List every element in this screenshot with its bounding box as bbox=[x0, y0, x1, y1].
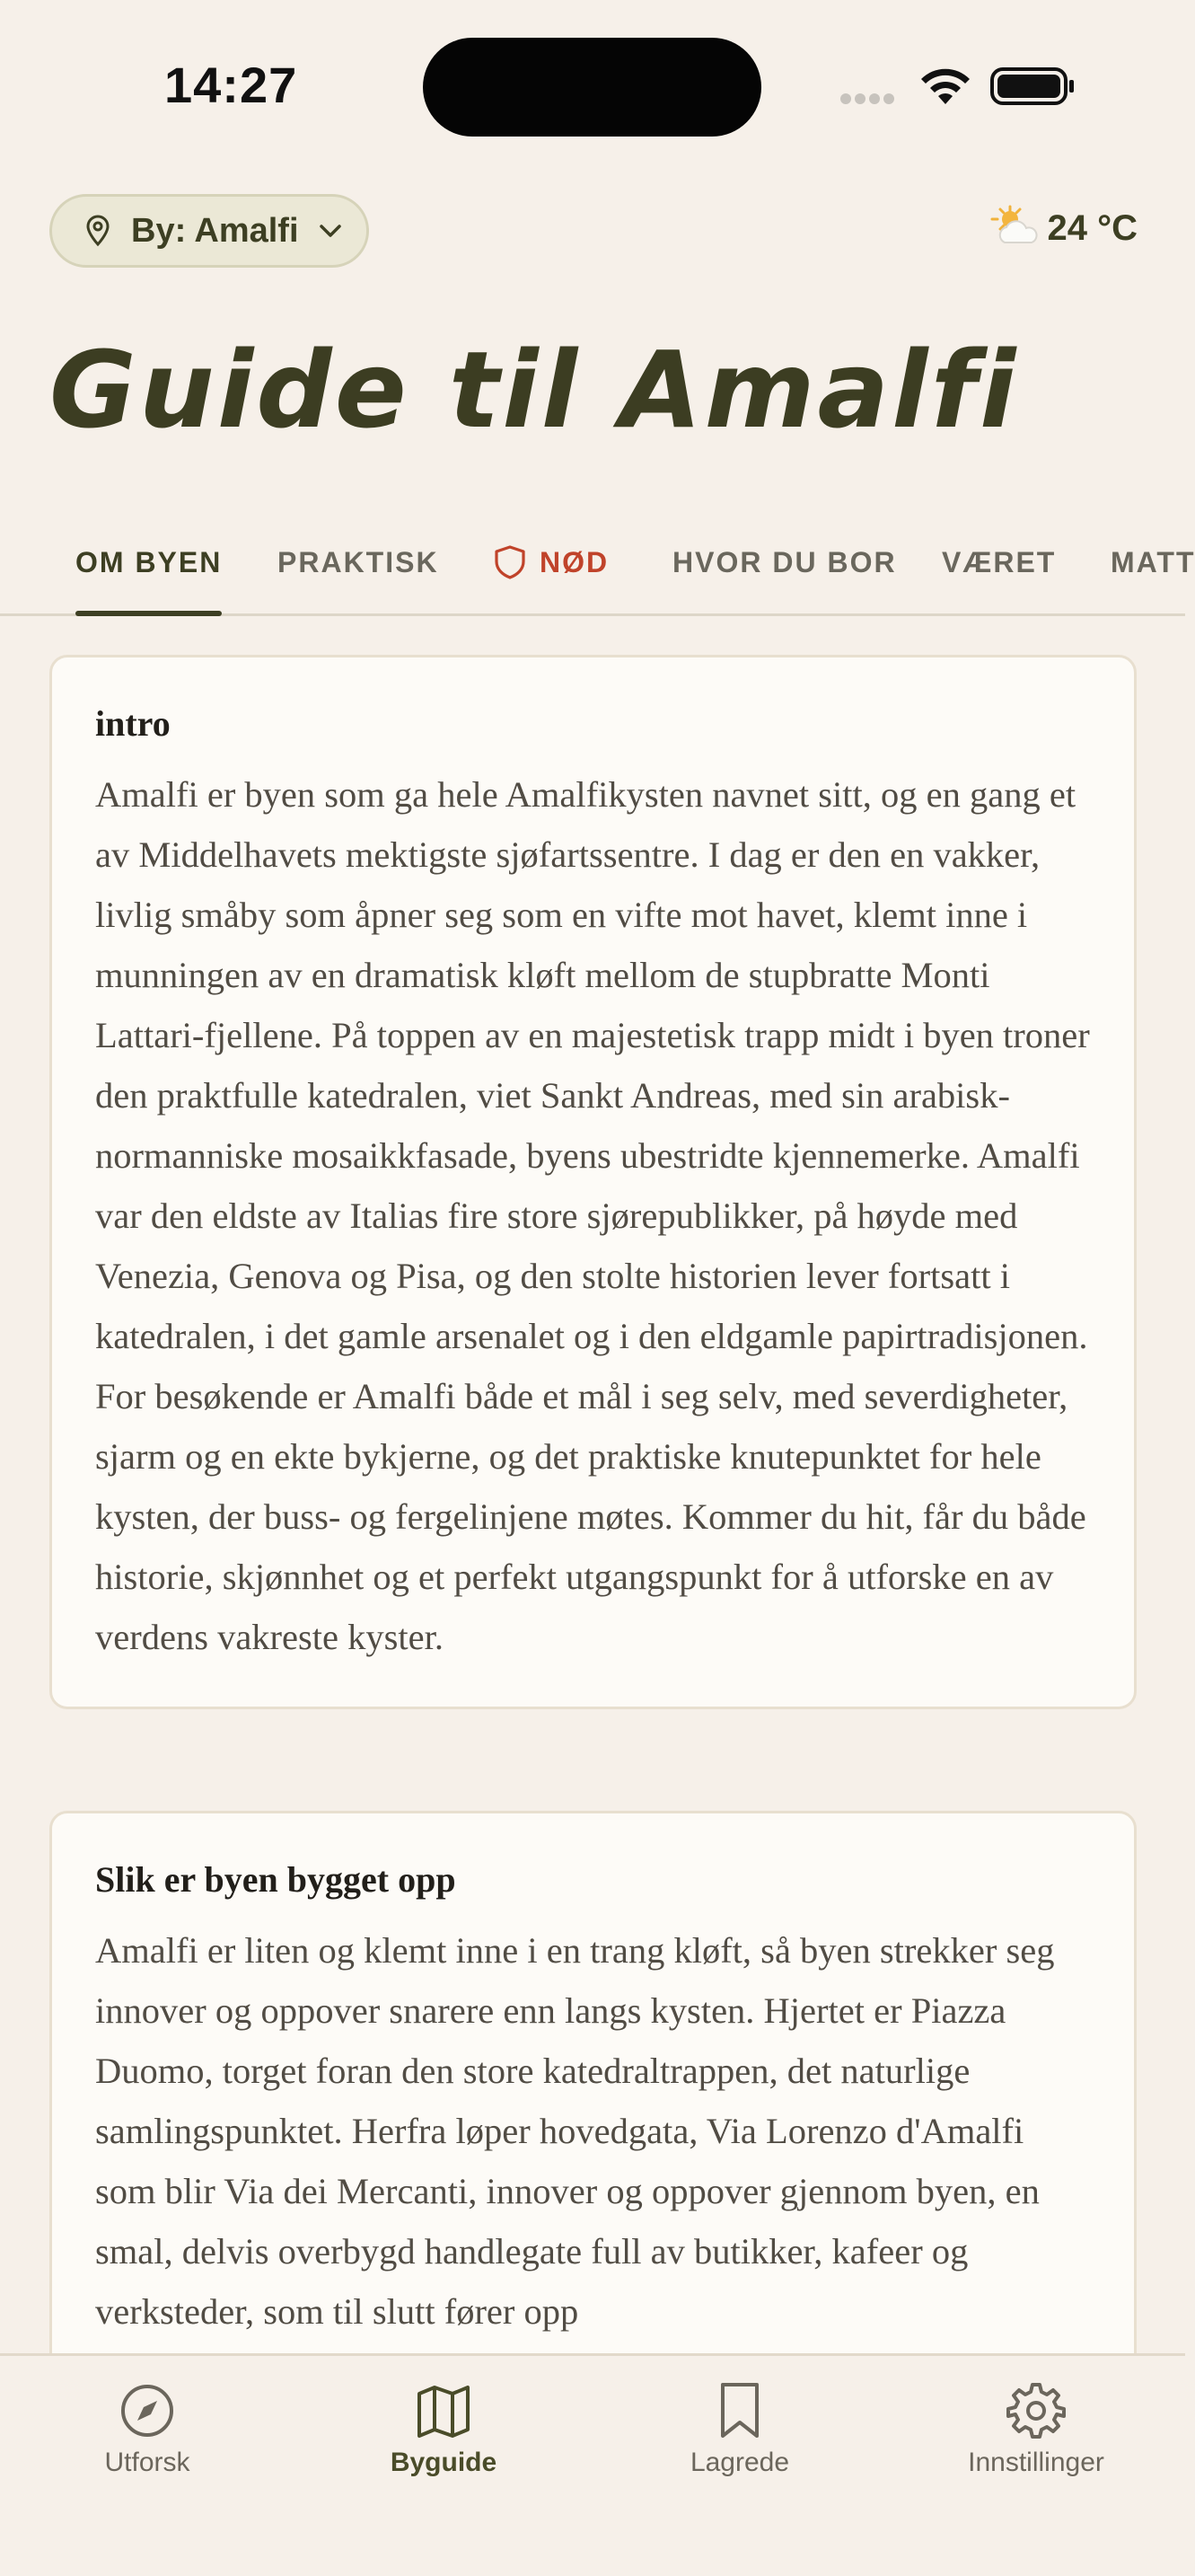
card-title: intro bbox=[95, 703, 171, 744]
card-text: Amalfi er liten og klemt inne i en trang kløft, så byen strekker seg innover og oppover snarere enn langs kysten. Hjertet er Piazza Duomo, torget foran den store katedraltrappen, det naturlige samlingspunktet. Herfra løper hovedgata, Via Lorenzo d'Amalfi som blir Via dei Mercanti, innover og oppover gjennom byen, en smal, delvis overbygd handlegate full av butikker, kafeer og verksteder, som til slutt fører opp bbox=[95, 1930, 1055, 2332]
nav-lagrede[interactable] bbox=[623, 2379, 857, 2478]
bookmark-icon bbox=[710, 2379, 769, 2442]
chevron-down-icon bbox=[317, 222, 344, 240]
content-scroll-area[interactable] bbox=[0, 618, 1185, 2353]
compass-icon bbox=[118, 2379, 177, 2442]
temperature: 24 °C bbox=[1047, 207, 1138, 248]
nav-label: Innstillinger bbox=[968, 2448, 1104, 2477]
status-bar bbox=[0, 0, 1185, 171]
tab-label: NØD bbox=[540, 546, 610, 578]
tab-label: HVOR DU BOR bbox=[672, 546, 897, 578]
status-time: 14:27 bbox=[164, 57, 298, 113]
gear-icon bbox=[1006, 2379, 1066, 2442]
nav-utforsk[interactable] bbox=[31, 2379, 264, 2478]
tab-bar bbox=[0, 521, 1195, 616]
nav-innstillinger[interactable] bbox=[919, 2379, 1153, 2478]
page-title: Guide til Amalfi bbox=[49, 328, 1019, 452]
weather-indicator bbox=[990, 203, 1138, 253]
shield-icon bbox=[493, 544, 527, 580]
tab-mat[interactable] bbox=[1111, 546, 1195, 616]
partly-sunny-icon bbox=[990, 203, 1041, 253]
tab-label: VÆRET bbox=[942, 546, 1057, 578]
map-icon bbox=[414, 2379, 473, 2442]
nav-label: Byguide bbox=[390, 2448, 497, 2477]
tab-label: MATT bbox=[1111, 546, 1195, 578]
nav-label: Utforsk bbox=[104, 2448, 190, 2477]
tab-vaeret[interactable] bbox=[942, 546, 1056, 616]
tab-hvor-du-bor[interactable] bbox=[672, 546, 897, 616]
tab-nod[interactable] bbox=[493, 546, 609, 616]
cellular-signal-icon bbox=[840, 93, 898, 109]
tab-praktisk[interactable] bbox=[277, 546, 439, 616]
location-pin-icon bbox=[84, 215, 111, 247]
city-selector[interactable] bbox=[49, 194, 369, 268]
dynamic-island bbox=[423, 38, 761, 137]
tab-label: OM BYEN bbox=[75, 546, 223, 578]
wifi-icon bbox=[918, 65, 973, 108]
battery-icon bbox=[989, 65, 1076, 108]
card-text: Amalfi er byen som ga hele Amalfikysten navnet sitt, og en gang et av Middelhavets mektigste sjøfartssentre. I dag er den en vakker, livlig småby som åpner seg som en vifte mot havet, klemt inne i munningen av en dramatisk kløft mellom de stupbratte Monti Lattari-fjellene. På toppen av en majestetisk trapp midt i byen troner den praktfulle katedralen, viet Sankt Andreas, med sin arabisk-normanniske mosaikkfasade, byens ubestridte kjennemerke. Amalfi var den eldste av Italias fire store sjørepublikker, på høyde med Venezia, Genova og Pisa, og den stolte historien lever fortsatt i katedralen, i det gamle arsenalet og i den eldgamle papirtradisjonen. For besøkende er Amalfi både et mål i seg selv, med severdigheter, sjarm og en ekte bykjerne, og det praktiske knutepunktet for hele kysten, der buss- og fergelinjene møtes. Kommer du hit, får du både historie, skjønnhet og et perfekt utgangspunkt for å utforske en av verdens vakreste kyster. bbox=[95, 774, 1090, 1657]
card-title: Slik er byen bygget opp bbox=[95, 1859, 456, 1900]
nav-label: Lagrede bbox=[690, 2448, 790, 2477]
bottom-navigation bbox=[0, 2353, 1185, 2576]
tab-om-byen[interactable] bbox=[75, 546, 222, 616]
tab-label: PRAKTISK bbox=[277, 546, 439, 578]
city-selector-label: By: Amalfi bbox=[131, 211, 299, 250]
nav-byguide[interactable] bbox=[327, 2379, 560, 2478]
intro-card bbox=[49, 655, 1137, 1709]
city-layout-card bbox=[49, 1811, 1137, 2384]
